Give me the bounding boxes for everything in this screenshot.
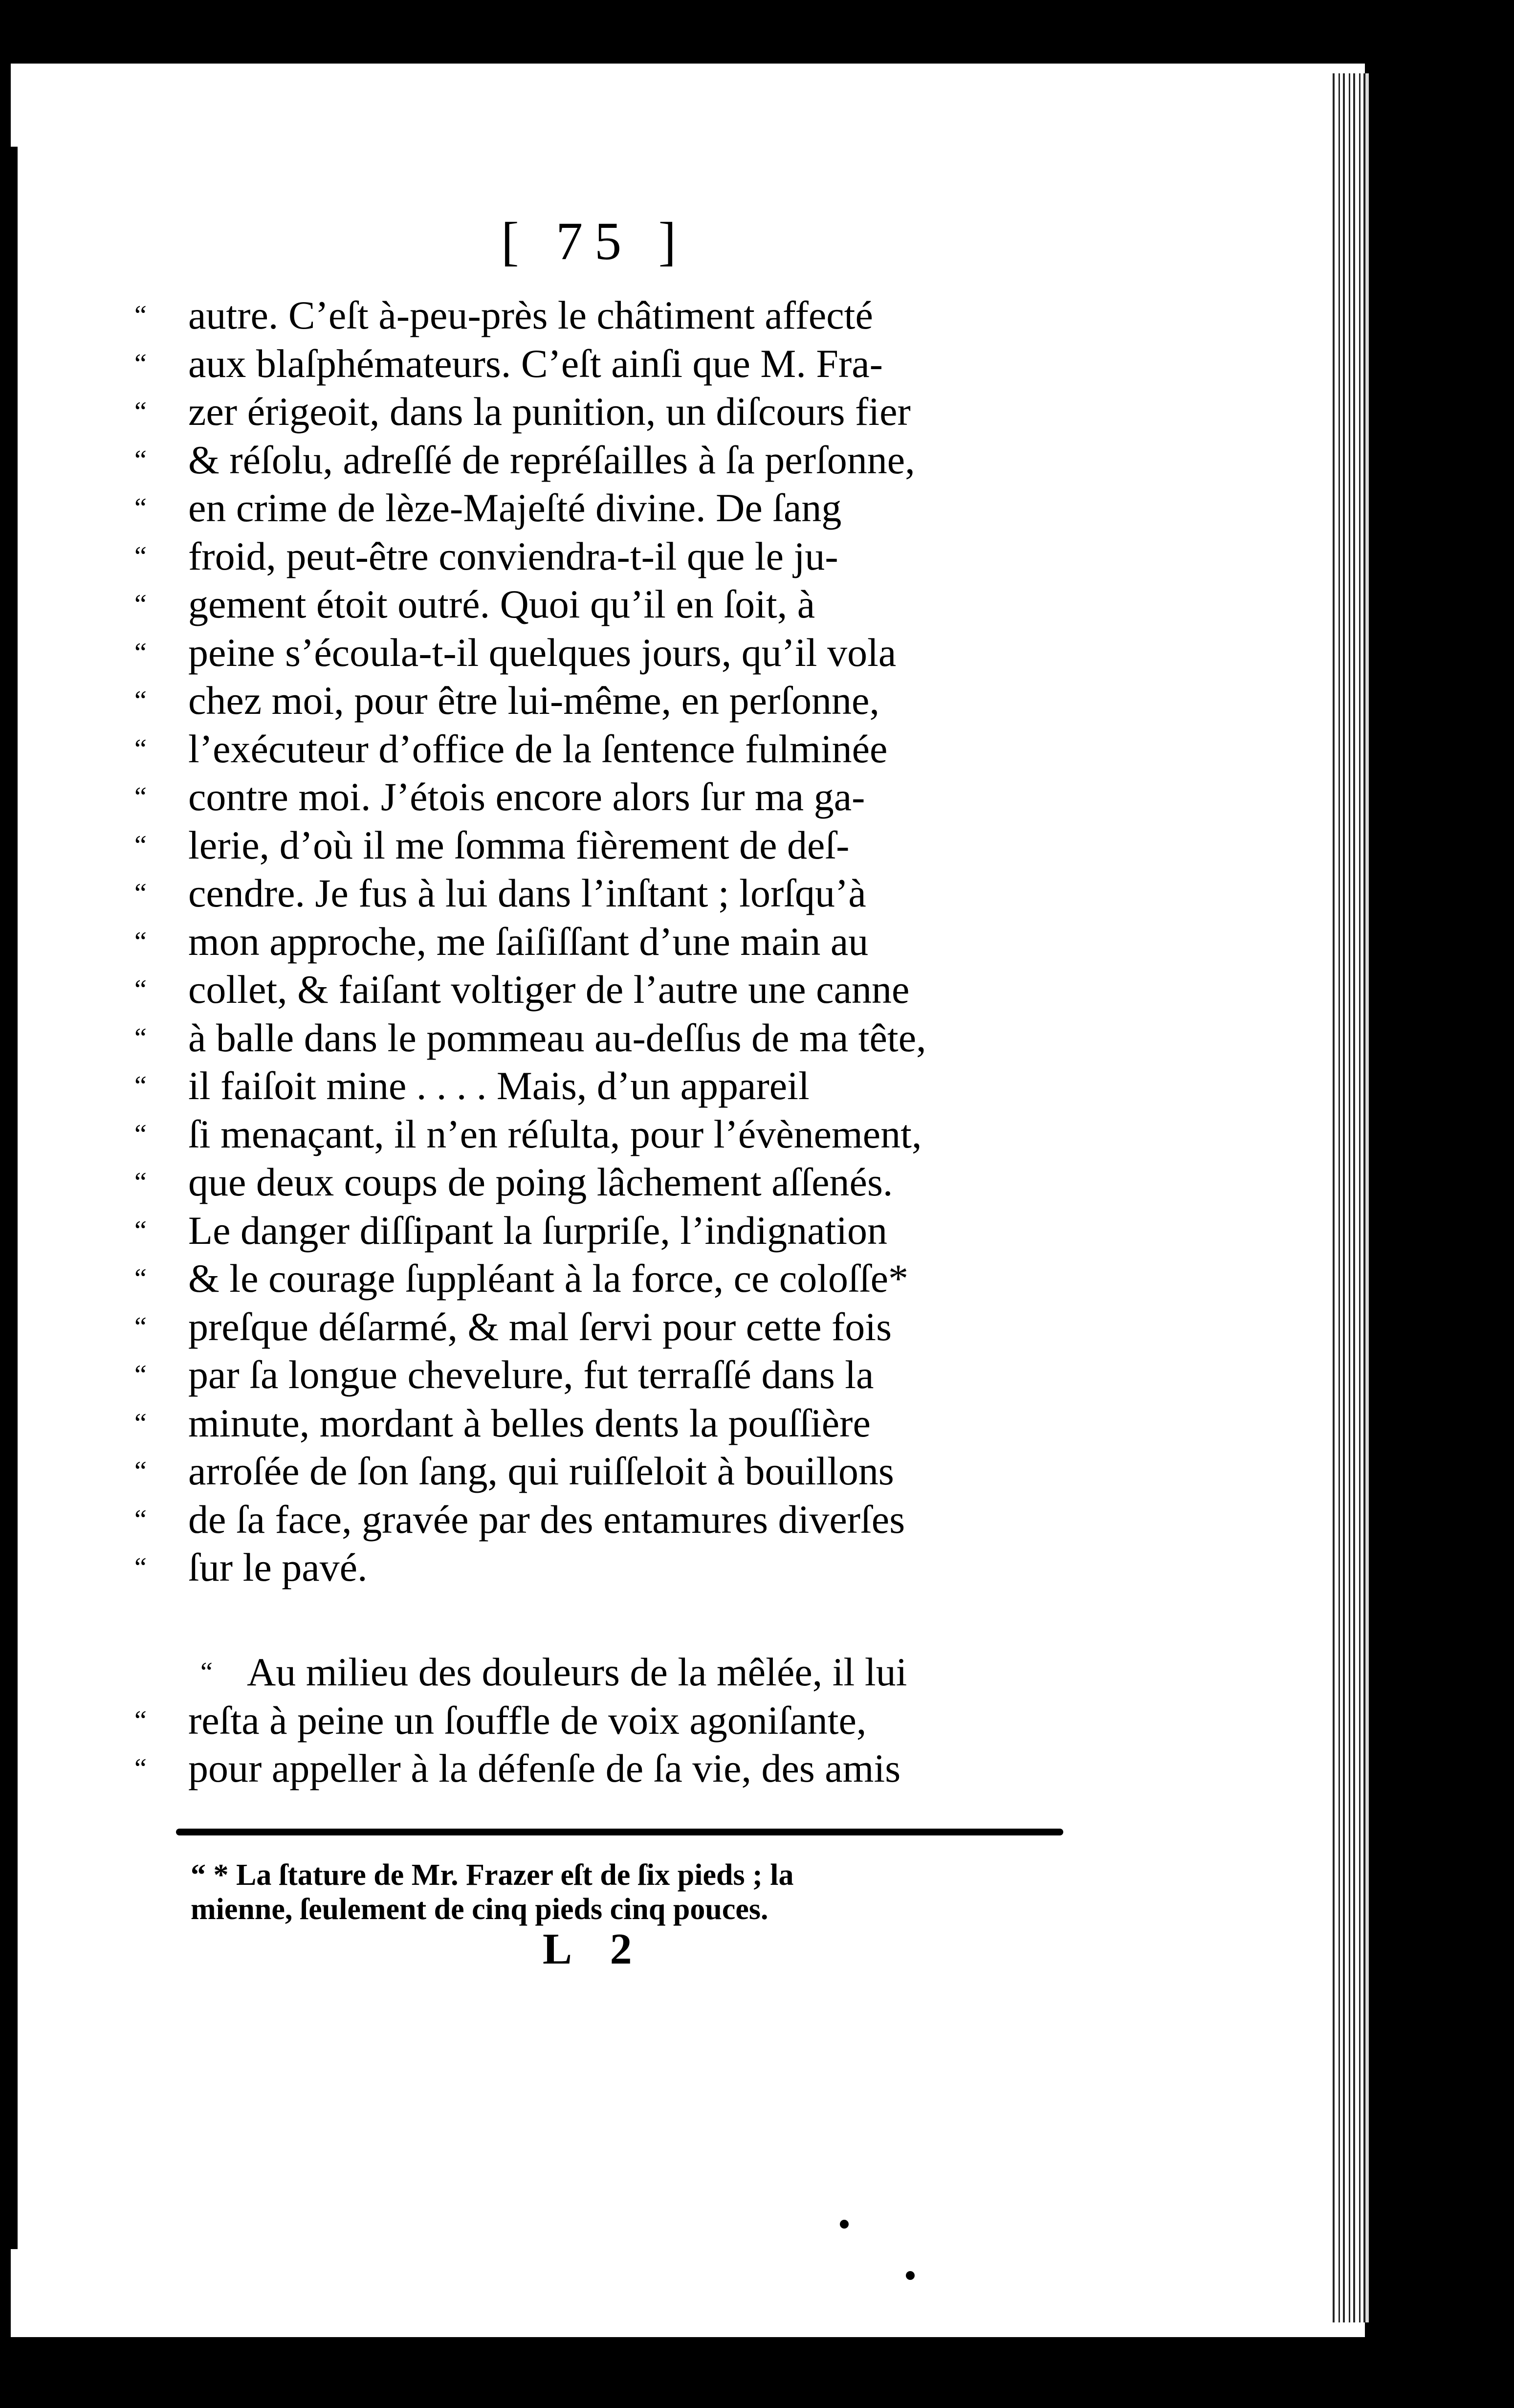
line-text: zer érigeoit, dans la punition, un diſcours fier [188,389,911,434]
quote-mark: “ [134,1705,147,1736]
text-line [134,1011,1083,1065]
quote-mark: “ [134,878,147,908]
quote-mark: “ [134,1311,147,1342]
line-text: lerie, d’où il me ſomma fièrement de deſ- [188,822,850,867]
text-line [134,1107,1083,1161]
quote-mark: “ [134,926,147,957]
quote-mark: “ [134,830,147,861]
quote-mark: “ [134,1360,147,1390]
quote-mark: “ [134,685,147,716]
text-line [134,866,1083,920]
line-text: mon approche, me ſaiſiſſant d’une main au [188,919,869,964]
text-line [134,1348,1083,1402]
line-text: peine s’écoula-t-il quelques jours, qu’il vola [188,630,897,675]
quote-mark: “ [134,1456,147,1486]
quote-mark: “ [134,1071,147,1101]
quote-mark: “ [134,637,147,668]
text-line [134,1493,1083,1546]
quote-mark: “ [134,1552,147,1583]
text-line [134,481,1083,535]
text-line [134,530,1083,583]
line-text: & le courage ſuppléant à la force, ce coloſſe* [188,1256,908,1301]
quote-mark: “ [134,974,147,1005]
text-line [134,1541,1083,1594]
signature-mark: L 2 [543,1925,647,1973]
line-text: ſur le pavé. [188,1545,368,1590]
quote-mark: “ [134,541,147,572]
quote-mark: “ [134,1215,147,1246]
quote-mark: “ [134,782,147,812]
line-text: collet, & faiſant voltiger de l’autre une canne [188,967,910,1012]
text-line [134,337,1083,391]
text-line [134,626,1083,680]
text-line [134,915,1083,969]
line-text: preſque déſarmé, & mal ſervi pour cette fois [188,1304,892,1349]
text-line [134,1300,1083,1354]
ink-speck [840,2220,849,2229]
line-text: ſi menaçant, il n’en réſulta, pour l’évènement, [188,1111,922,1156]
text-line [134,1742,1083,1795]
line-text: contre moi. J’étois encore alors ſur ma ga- [188,774,865,819]
quote-mark: “ [134,1167,147,1197]
text-line [134,288,1083,342]
text-line [134,1252,1083,1305]
line-text: à balle dans le pommeau au-deſſus de ma tête, [188,1015,926,1060]
quote-mark: “ [134,589,147,619]
line-text: cendre. Je fus à lui dans l’inſtant ; lorſqu’à [188,871,866,915]
quote-mark: “ [134,1022,147,1053]
line-text: Au milieu des douleurs de la mêlée, il lui [247,1650,907,1694]
quote-mark: “ [134,397,147,427]
quote-mark: “ [134,300,147,331]
quote-mark: “ [134,1408,147,1438]
text-line [134,1396,1083,1450]
text-line [134,818,1083,872]
line-text: par ſa longue chevelure, fut terraſſé dans la [188,1352,874,1397]
line-text: aux blaſphémateurs. C’eſt ainſi que M. Fra- [188,341,883,386]
line-text: gement étoit outré. Quoi qu’il en ſoit, à [188,582,815,626]
page-fore-edge [1330,73,1369,2322]
line-text: autre. C’eſt à-peu-près le châtiment affecté [188,293,873,337]
quote-mark: “ [134,444,147,475]
text-line [134,674,1083,728]
line-text: pour appeller à la défenſe de ſa vie, des amis [188,1746,901,1790]
line-text: minute, mordant à belles dents la pouſſière [188,1400,871,1445]
footnote-line-2: mienne, ſeulement de cinq pieds cinq pouces. [191,1893,768,1926]
quote-mark: “ [134,1263,147,1294]
line-text: Le danger diſſipant la ſurpriſe, l’indignation [188,1208,888,1253]
text-line [134,433,1083,487]
line-text: chez moi, pour être lui-même, en perſonne, [188,678,879,723]
text-line [134,722,1083,776]
line-text: il faiſoit mine . . . . Mais, d’un appareil [188,1063,810,1108]
line-text: en crime de lèze-Majeſté divine. De ſang [188,486,842,530]
quote-mark: “ [134,1753,147,1784]
page-spine-edge [11,147,18,2249]
page-number-header: [ 75 ] [501,211,688,271]
quote-mark: “ [134,733,147,764]
text-line [134,963,1083,1016]
text-line [134,1444,1083,1498]
text-line [134,577,1083,631]
quote-mark: “ [134,1504,147,1535]
line-text: arroſée de ſon ſang, qui ruiſſeloit à bouillons [188,1449,894,1493]
line-text: que deux coups de poing lâchement aſſenés. [188,1160,893,1204]
text-line [134,1155,1083,1209]
line-text: l’exécuteur d’office de la ſentence fulminée [188,726,888,771]
line-text: & réſolu, adreſſé de repréſailles à ſa perſonne, [188,437,915,482]
line-text: de ſa face, gravée par des entamures diverſes [188,1497,905,1542]
text-line [134,1694,1083,1747]
quote-mark: “ [134,493,147,523]
text-line [134,1059,1083,1113]
line-text: reſta à peine un ſouffle de voix agoniſante, [188,1698,867,1743]
text-line [134,1645,1083,1699]
footnote-line-1: “ * La ſtature de Mr. Frazer eſt de ſix pieds ; la [191,1858,794,1892]
quote-mark: “ [134,1119,147,1149]
text-line [134,770,1083,824]
quote-mark: “ [200,1657,213,1687]
text-line [134,1204,1083,1258]
ink-speck [906,2271,915,2280]
footnote-rule [176,1829,1063,1835]
text-line [134,385,1083,439]
line-text: froid, peut-être conviendra-t-il que le ju- [188,533,838,578]
quote-mark: “ [134,348,147,379]
